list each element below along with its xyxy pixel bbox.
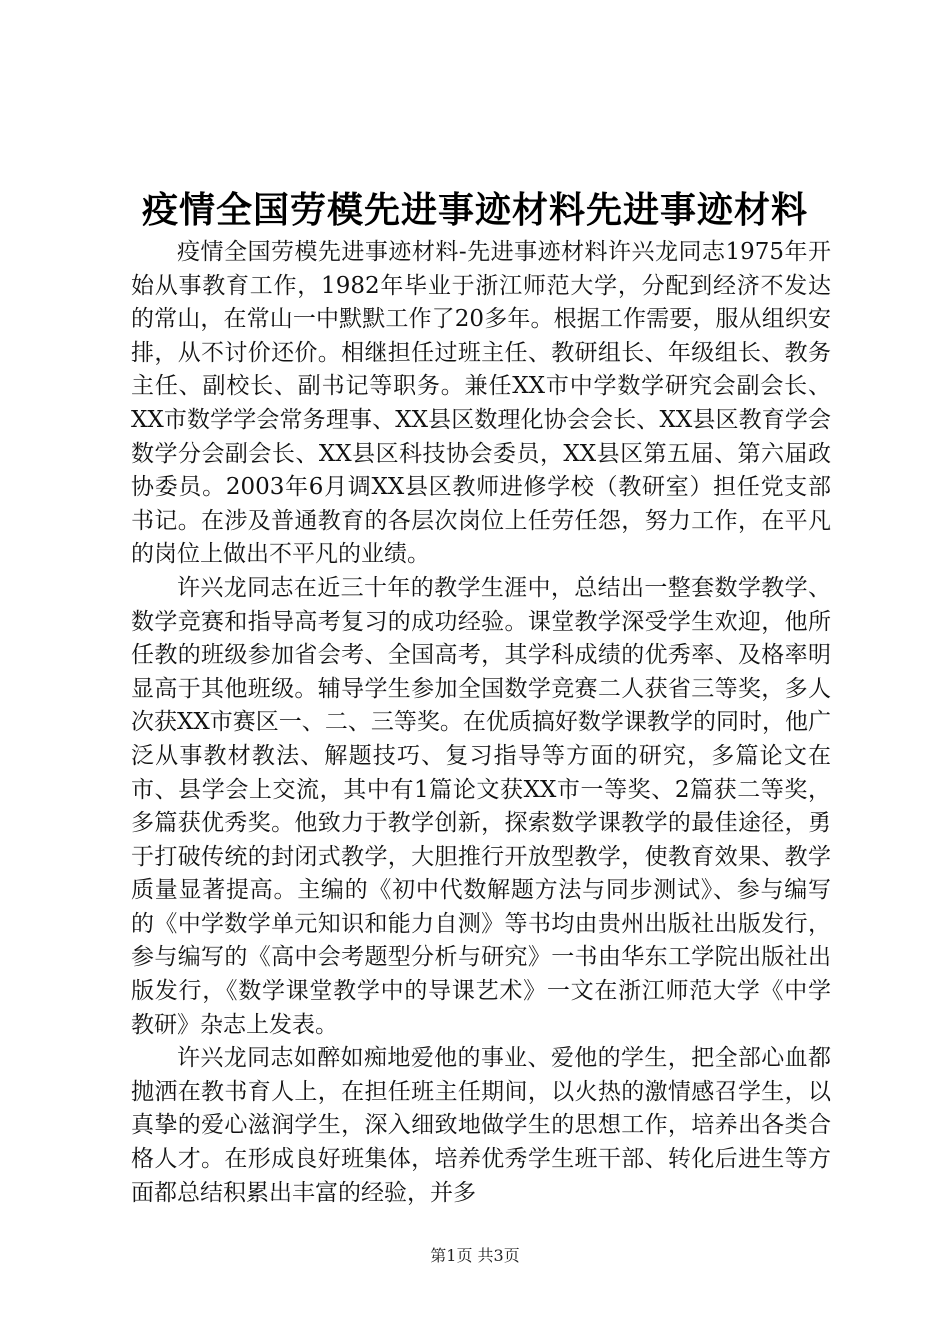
paragraph-1: 疫情全国劳模先进事迹材料-先进事迹材料许兴龙同志1975年开始从事教育工作，1982年毕业于浙江师范大学，分配到经济不发达的常山，在常山一中默默工作了20多年。根据工作需要，服从组织安排，从不讨价还价。相继担任过班主任、教研组长、年级组长、教务主任、副校长、副书记等职务。兼任XX市中学数学研究会副会长、XX市数学学会常务理事、XX县区数理化协会会长、XX县区教育学会数学分会副会长、XX县区科技协会委员，XX县区第五届、第六届政协委员。2003年6月调XX县区教师进修学校（教研室）担任党支部书记。在涉及普通教育的各层次岗位上任劳任怨，努力工作，在平凡的岗位上做出不平凡的业绩。: [131, 239, 831, 568]
document-body: [131, 236, 831, 1210]
paragraph-3: 许兴龙同志如醉如痴地爱他的事业、爱他的学生，把全部心血都抛洒在教书育人上，在担任班主任期间，以火热的激情感召学生，以真挚的爱心滋润学生，深入细致地做学生的思想工作，培养出各类合格人才。在形成良好班集体，培养优秀学生班干部、转化后进生等方面都总结积累出丰富的经验，并多: [131, 1045, 831, 1206]
paragraph-2: 许兴龙同志在近三十年的教学生涯中，总结出一整套数学教学、数学竞赛和指导高考复习的成功经验。课堂教学深受学生欢迎，他所任教的班级参加省会考、全国高考，其学科成绩的优秀率、及格率明显高于其他班级。辅导学生参加全国数学竞赛二人获省三等奖，多人次获XX市赛区一、二、三等奖。在优质搞好数学课教学的同时，他广泛从事教材教法、解题技巧、复习指导等方面的研究，多篇论文在市、县学会上交流，其中有1篇论文获XX市一等奖、2篇获二等奖，多篇获优秀奖。他致力于教学创新，探索数学课教学的最佳途径，勇于打破传统的封闭式教学，大胆推行开放型教学，使教育效果、教学质量显著提高。主编的《初中代数解题方法与同步测试》、参与编写的《中学数学单元知识和能力自测》等书均由贵州出版社出版发行，参与编写的《高中会考题型分析与研究》一书由华东工学院出版社出版发行，《数学课堂教学中的导课艺术》一文在浙江师范大学《中学教研》杂志上发表。: [131, 574, 831, 1038]
document-title: 疫情全国劳模先进事迹材料先进事迹材料: [141, 189, 808, 231]
page-footer: 第1页 共3页: [430, 1246, 520, 1265]
